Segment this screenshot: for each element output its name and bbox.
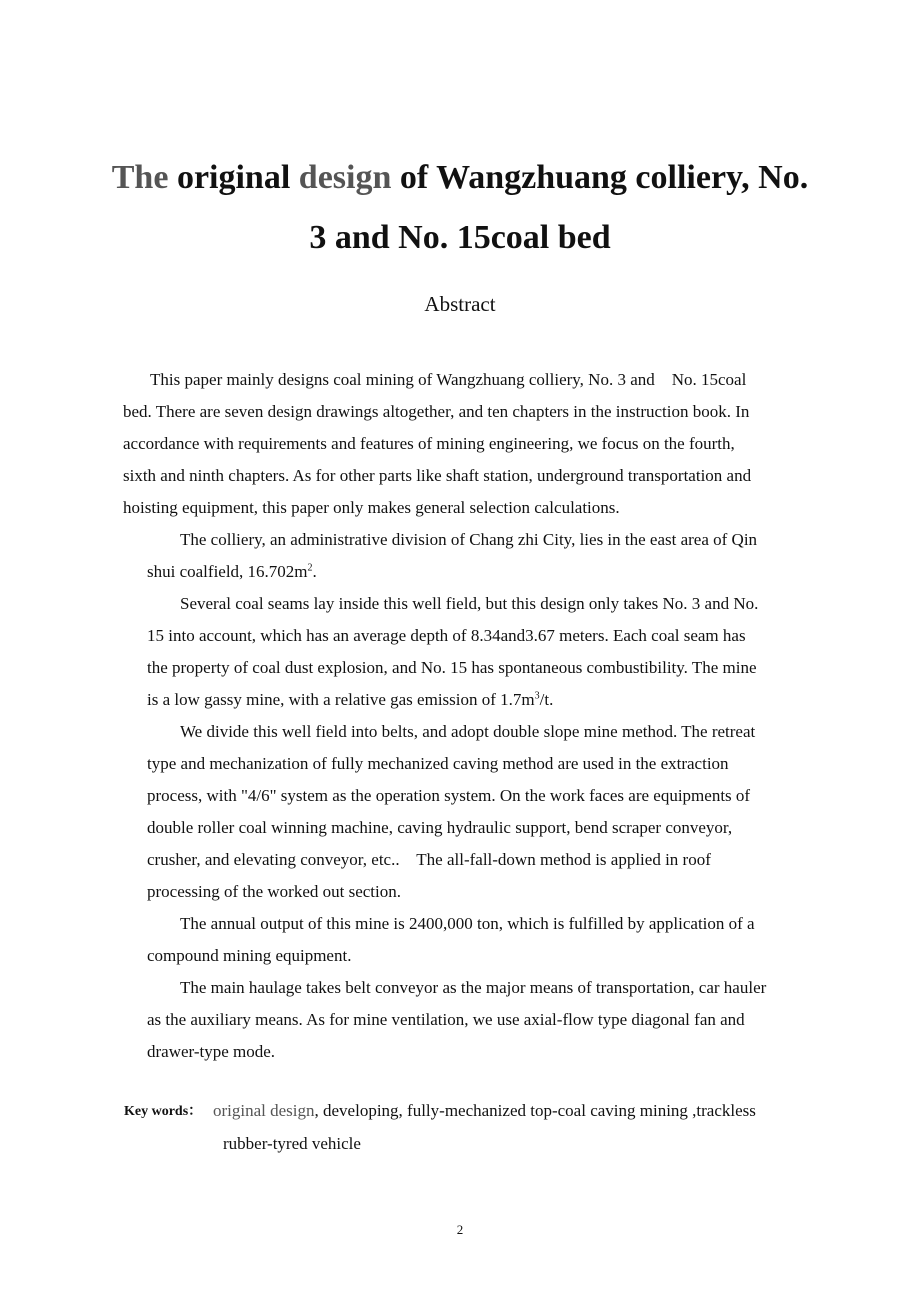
abstract-p3-line-2: 15 into account, which has an average depth of 8.34and3.67 meters. Each coal seam has <box>147 626 746 645</box>
abstract-p5-line-1: The annual output of this mine is 2400,000 ton, which is fulfilled by application of a <box>180 914 755 933</box>
abstract-p6-line-2: as the auxiliary means. As for mine ventilation, we use axial-flow type diagonal fan and <box>147 1010 745 1029</box>
keywords-line-1 <box>213 1100 756 1122</box>
area-value-end: . <box>312 562 317 581</box>
keywords-line-2: rubber-tyred vehicle <box>223 1134 361 1153</box>
abstract-p1-line-2: bed. There are seven design drawings altogether, and ten chapters in the instruction book. In <box>123 402 750 421</box>
title-word-original: original <box>176 159 291 196</box>
abstract-p4-line-2: type and mechanization of fully mechanized caving method are used in the extraction <box>147 754 729 773</box>
keywords-rest: , developing, fully-mechanized top-coal caving mining ,trackless <box>314 1101 756 1120</box>
gas-emission-end: /t. <box>539 690 554 709</box>
abstract-p5-line-2: compound mining equipment. <box>147 946 352 965</box>
abstract-heading: Abstract <box>424 292 496 316</box>
keyword-original-design: original design <box>213 1101 315 1120</box>
gas-emission-text: is a low gassy mine, with a relative gas emission of 1.7m <box>147 690 535 709</box>
page-number: 2 <box>456 1222 464 1237</box>
abstract-p3-line-3: the property of coal dust explosion, and No. 15 has spontaneous combustibility. The mine <box>147 658 757 677</box>
title-word-design: design <box>298 159 392 196</box>
superscript-3: 3 <box>534 690 540 702</box>
keywords-label: Key words： <box>124 1104 203 1119</box>
paper-title-line-2: 3 and No. 15coal bed <box>309 219 611 256</box>
abstract-p4-line-1: We divide this well field into belts, and adopt double slope mine method. The retreat <box>180 722 756 741</box>
abstract-p2-line-1: The colliery, an administrative division of Chang zhi City, lies in the east area of Qin <box>180 530 758 549</box>
abstract-p1-line-3: accordance with requirements and features of mining engineering, we focus on the fourth, <box>123 434 735 453</box>
abstract-p1-line-1: This paper mainly designs coal mining of Wangzhuang colliery, No. 3 and No. 15coal <box>150 370 747 389</box>
abstract-p2-line-2 <box>147 561 317 583</box>
abstract-p1-line-5: hoisting equipment, this paper only makes general selection calculations. <box>123 498 620 517</box>
abstract-p3-line-4 <box>147 689 553 711</box>
abstract-p6-line-3: drawer-type mode. <box>147 1042 276 1061</box>
abstract-p3-line-1: Several coal seams lay inside this well field, but this design only takes No. 3 and No. <box>180 594 759 613</box>
title-word-rest: of Wangzhuang colliery, No. <box>399 159 809 196</box>
superscript-2: 2 <box>307 562 313 574</box>
abstract-p6-line-1: The main haulage takes belt conveyor as the major means of transportation, car hauler <box>180 978 767 997</box>
abstract-p1-line-4: sixth and ninth chapters. As for other parts like shaft station, underground transportation and <box>123 466 752 485</box>
abstract-p4-line-4: double roller coal winning machine, caving hydraulic support, bend scraper conveyor, <box>147 818 733 837</box>
abstract-p4-line-3: process, with "4/6" system as the operation system. On the work faces are equipments of <box>147 786 751 805</box>
abstract-p4-line-5: crusher, and elevating conveyor, etc.. The all-fall-down method is applied in roof <box>147 850 711 869</box>
abstract-p4-line-6: processing of the worked out section. <box>147 882 401 901</box>
title-word-the: The <box>111 159 169 196</box>
paper-title-line-1 <box>0 158 920 198</box>
area-value-text: shui coalfield, 16.702m <box>147 562 308 581</box>
